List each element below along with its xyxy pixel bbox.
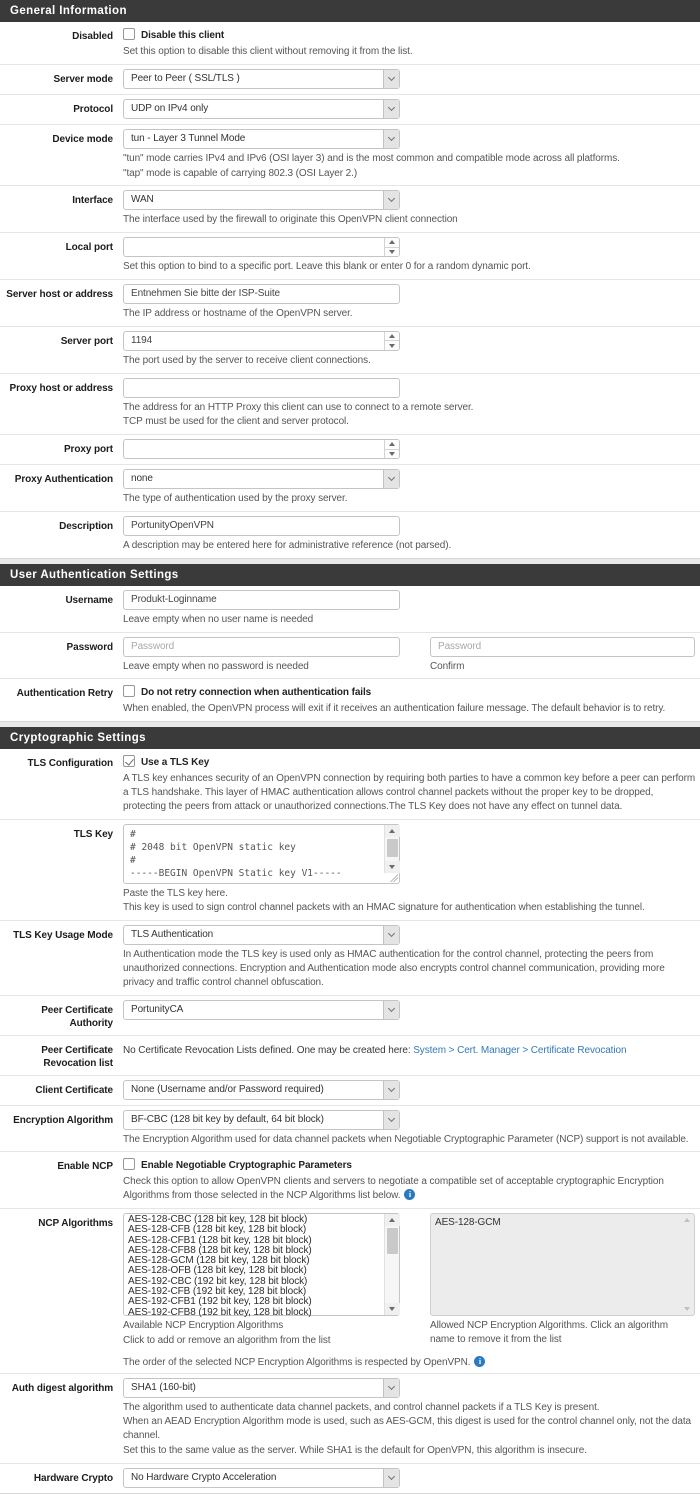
help-text: "tun" mode carries IPv4 and IPv6 (OSI layer 3) and is the most common and compatible mode across all platforms. <box>123 152 620 164</box>
help-text: Paste the TLS key here. <box>123 887 228 899</box>
number-stepper[interactable] <box>384 238 399 256</box>
row-server-mode <box>0 65 700 95</box>
local-port-input[interactable] <box>123 237 400 257</box>
help-text: A description may be entered here for administrative reference (not parsed). <box>123 539 452 551</box>
row-auth-digest-algorithm <box>0 1374 700 1464</box>
row-proxy-host <box>0 374 700 436</box>
help-text: "tap" mode is capable of carrying 802.3 (OSI Layer 2.) <box>123 167 358 179</box>
cert-manager-link[interactable]: System > Cert. Manager > Certificate Revocation <box>413 1044 627 1056</box>
row-peer-certificate-authority <box>0 996 700 1036</box>
field-label: Description <box>59 520 113 532</box>
list-item[interactable]: AES-128-CBC (128 bit key, 128 bit block) <box>128 1213 308 1225</box>
row-tls-key <box>0 820 700 922</box>
proxy-port-input[interactable] <box>123 439 400 459</box>
checkbox[interactable] <box>123 28 135 40</box>
list-item[interactable]: AES-128-GCM <box>435 1216 501 1228</box>
help-text: Available NCP Encryption Algorithms <box>123 1319 284 1331</box>
disable-client-checkbox-row[interactable] <box>123 26 696 42</box>
chevron-down-icon <box>383 1379 399 1397</box>
field-label: Auth digest algorithm <box>11 1382 113 1394</box>
row-server-host <box>0 280 700 327</box>
scrollbar[interactable] <box>679 1214 694 1315</box>
chevron-down-icon <box>383 1001 399 1019</box>
panel-header <box>0 0 700 22</box>
panel-general-information <box>0 0 700 559</box>
help-text: The address for an HTTP Proxy this client can use to connect to a remote server. <box>123 401 474 413</box>
scroll-up-icon[interactable] <box>385 825 400 837</box>
select-value: Peer to Peer ( SSL/TLS ) <box>131 72 240 84</box>
help-text: Set this option to bind to a specific port. Leave this blank or enter 0 for a random dynamic port. <box>123 261 531 273</box>
field-label: Server mode <box>53 73 113 85</box>
username-input[interactable] <box>123 590 400 610</box>
scrollbar-thumb[interactable] <box>387 1228 398 1254</box>
chevron-down-icon <box>383 1469 399 1487</box>
checkbox[interactable] <box>123 1158 135 1170</box>
row-device-mode <box>0 125 700 187</box>
field-label: Proxy host or address <box>9 382 113 394</box>
help-text: Leave empty when no user name is needed <box>123 613 314 625</box>
field-label: Username <box>65 594 113 606</box>
help-text: Allowed NCP Encryption Algorithms. Click an algorithm name to remove it from the list <box>430 1319 668 1345</box>
help-text: Set this option to disable this client without removing it from the list. <box>123 46 413 57</box>
help-text: When enabled, the OpenVPN process will exit if it receives an authentication failure message. The default behavior is to retry. <box>123 703 666 715</box>
list-item[interactable]: AES-192-CFB8 (192 bit key, 128 bit block) <box>128 1306 312 1318</box>
field-label: Disabled <box>72 31 113 42</box>
interface-select[interactable] <box>123 190 400 210</box>
checkbox-label: Do not retry connection when authentication fails <box>141 687 372 699</box>
select-value: TLS Authentication <box>131 929 214 941</box>
select-value: WAN <box>131 194 154 206</box>
auth-retry-checkbox-row[interactable] <box>123 683 696 699</box>
number-stepper[interactable] <box>384 440 399 458</box>
resize-grip-icon[interactable] <box>389 873 398 882</box>
field-label: Peer Certificate Authority <box>41 1004 113 1029</box>
help-text: A TLS key enhances security of an OpenVPN connection by requiring both parties to have a common key before a peer can perform a TLS handshake. This layer of HMAC authentication allows control channel packets without the proper key to be dropped, protecting the peers from attack or unauthorized connections.The TLS Key does not have any effect on tunnel data. <box>123 773 696 812</box>
panel-header <box>0 564 700 586</box>
server-port-input[interactable] <box>123 331 400 351</box>
chevron-down-icon <box>383 70 399 88</box>
panel-title: General Information <box>10 5 127 17</box>
tls-key-textarea[interactable] <box>124 825 399 883</box>
scroll-down-icon[interactable] <box>385 861 400 873</box>
field-label: TLS Key Usage Mode <box>13 930 113 942</box>
row-local-port <box>0 233 700 280</box>
server-host-input[interactable] <box>123 284 400 304</box>
help-text: The type of authentication used by the proxy server. <box>123 493 348 505</box>
row-client-certificate <box>0 1076 700 1106</box>
stepper-up-icon[interactable] <box>385 332 399 342</box>
encryption-algorithm-select[interactable] <box>123 1110 400 1130</box>
panel-cryptographic-settings <box>0 727 700 1494</box>
select-value: PortunityCA <box>131 1003 184 1015</box>
scrollbar-thumb[interactable] <box>387 839 398 857</box>
device-mode-select[interactable] <box>123 129 400 149</box>
row-server-port <box>0 327 700 374</box>
confirm-label: Confirm <box>430 660 465 672</box>
select-value: none <box>131 473 153 485</box>
proxy-authentication-select[interactable] <box>123 469 400 489</box>
row-disabled <box>0 22 700 65</box>
password-confirm-input[interactable] <box>430 637 695 657</box>
field-label: Server port <box>60 335 113 347</box>
field-label: Password <box>66 641 113 653</box>
row-password <box>0 633 700 680</box>
row-proxy-port <box>0 435 700 465</box>
field-label: Enable NCP <box>57 1161 113 1173</box>
field-label: Local port <box>65 242 113 254</box>
list-item[interactable]: AES-192-CFB1 (192 bit key, 128 bit block) <box>128 1296 312 1308</box>
hardware-crypto-select[interactable] <box>123 1468 400 1488</box>
row-tls-configuration <box>0 749 700 819</box>
scroll-up-icon[interactable] <box>385 1214 400 1226</box>
peer-certificate-authority-select[interactable] <box>123 1000 400 1020</box>
field-label: Interface <box>72 195 113 207</box>
crl-status-text: No Certificate Revocation Lists defined. One may be created here: System > Cert. Manager > Certificate Revocation <box>123 1044 627 1056</box>
row-tls-key-usage-mode <box>0 921 700 995</box>
field-label: Proxy Authentication <box>14 474 113 486</box>
field-label: Hardware Crypto <box>33 1472 113 1484</box>
help-text: The interface used by the firewall to originate this OpenVPN client connection <box>123 214 458 226</box>
select-value: SHA1 (160-bit) <box>131 1381 196 1393</box>
chevron-down-icon <box>383 470 399 488</box>
field-label: Proxy port <box>63 444 113 456</box>
help-text: The IP address or hostname of the OpenVPN server. <box>123 307 353 319</box>
info-icon <box>474 1356 485 1367</box>
help-text: When an AEAD Encryption Algorithm mode is used, such as AES-GCM, this digest is used for the control channel only, not the data channel. <box>123 1416 691 1442</box>
checkbox-label: Disable this client <box>141 30 225 41</box>
row-hardware-crypto <box>0 1464 700 1493</box>
use-tls-key-checkbox-row[interactable] <box>123 753 696 769</box>
ncp-order-note: The order of the selected NCP Encryption Algorithms is respected by OpenVPN.i <box>123 1356 696 1368</box>
row-protocol <box>0 95 700 125</box>
proxy-host-input[interactable] <box>123 378 400 398</box>
password-input[interactable] <box>123 637 400 657</box>
scroll-up-icon[interactable] <box>679 1214 694 1226</box>
row-description <box>0 512 700 558</box>
chevron-down-icon <box>383 191 399 209</box>
row-username <box>0 586 700 633</box>
server-mode-select[interactable] <box>123 69 400 89</box>
row-peer-certificate-revocation <box>0 1036 700 1076</box>
stepper-down-icon[interactable] <box>385 248 399 257</box>
panel-header <box>0 727 700 749</box>
auth-digest-algorithm-select[interactable] <box>123 1378 400 1398</box>
row-encryption-algorithm <box>0 1106 700 1153</box>
chevron-down-icon <box>383 1081 399 1099</box>
help-text: In Authentication mode the TLS key is used only as HMAC authentication for the control channel, protecting the peers from unauthorized connections. Encryption and Authentication mode also encrypts control channel communication, providing more privacy and traffic control channel obfuscation. <box>123 949 665 988</box>
panel-title: Cryptographic Settings <box>10 732 146 745</box>
select-value: None (Username and/or Password required) <box>131 1083 324 1095</box>
stepper-down-icon[interactable] <box>385 341 399 350</box>
chevron-down-icon <box>383 100 399 118</box>
protocol-select[interactable] <box>123 99 400 119</box>
chevron-down-icon <box>383 130 399 148</box>
ncp-available-list[interactable] <box>123 1213 400 1316</box>
stepper-up-icon[interactable] <box>385 440 399 450</box>
help-text: Click to add or remove an algorithm from the list <box>123 1334 331 1346</box>
panel-title: User Authentication Settings <box>10 568 179 581</box>
scrollbar[interactable] <box>384 825 399 873</box>
field-label: Client Certificate <box>35 1084 113 1096</box>
stepper-up-icon[interactable] <box>385 238 399 248</box>
number-stepper[interactable] <box>384 332 399 350</box>
field-label: TLS Configuration <box>27 758 113 770</box>
field-label: TLS Key <box>73 828 113 840</box>
help-text: Set this to the same value as the server. While SHA1 is the default for OpenVPN, this algorithm is insecure. <box>123 1444 587 1456</box>
chevron-down-icon <box>383 1111 399 1129</box>
enable-ncp-checkbox-row[interactable] <box>123 1156 696 1172</box>
list-item[interactable]: AES-128-GCM (128 bit key, 128 bit block) <box>128 1255 310 1267</box>
field-label: Device mode <box>52 133 113 145</box>
row-proxy-authentication <box>0 465 700 512</box>
list-item[interactable]: AES-128-CFB8 (128 bit key, 128 bit block) <box>128 1244 312 1256</box>
field-label: NCP Algorithms <box>38 1217 113 1229</box>
checkbox-checked[interactable] <box>123 755 135 767</box>
field-label: Server host or address <box>6 288 113 300</box>
chevron-down-icon <box>383 926 399 944</box>
tls-key-usage-mode-select[interactable] <box>123 925 400 945</box>
row-enable-ncp <box>0 1152 700 1209</box>
select-value: UDP on IPv4 only <box>131 102 209 114</box>
row-authentication-retry <box>0 679 700 721</box>
field-label: Authentication Retry <box>16 688 113 700</box>
list-item[interactable]: AES-192-CFB (192 bit key, 128 bit block) <box>128 1286 307 1297</box>
help-text: This key is used to sign control channel packets with an HMAC signature for authentication when establishing the tunnel. <box>123 902 645 914</box>
help-text: TCP must be used for the client and server protocol. <box>123 416 349 428</box>
select-value: tun - Layer 3 Tunnel Mode <box>131 132 246 144</box>
help-text: The Encryption Algorithm used for data channel packets when Negotiable Cryptographic Parameter (NCP) support is not available. <box>123 1133 689 1145</box>
field-label: Peer Certificate Revocation list <box>41 1044 113 1069</box>
panel-user-authentication <box>0 564 700 722</box>
help-text: The port used by the server to receive client connections. <box>123 354 371 366</box>
checkbox-label: Enable Negotiable Cryptographic Parameters <box>141 1160 352 1172</box>
list-item[interactable]: AES-128-CFB (128 bit key, 128 bit block) <box>128 1224 307 1236</box>
list-item[interactable]: AES-128-OFB (128 bit key, 128 bit block) <box>128 1265 307 1277</box>
help-text: Check this option to allow OpenVPN clients and servers to negotiate a compatible set of acceptable cryptographic Encryption Algorithms from those selected in the NCP Algorithms list below.i <box>123 1175 696 1203</box>
info-icon <box>404 1189 415 1200</box>
help-text: The algorithm used to authenticate data channel packets, and control channel packets if a TLS Key is present. <box>123 1401 600 1413</box>
client-certificate-select[interactable] <box>123 1080 400 1100</box>
description-input[interactable] <box>123 516 400 536</box>
field-label: Protocol <box>73 103 113 115</box>
checkbox[interactable] <box>123 685 135 697</box>
scrollbar[interactable] <box>384 1214 399 1315</box>
help-text: Leave empty when no password is needed <box>123 660 309 672</box>
list-item[interactable]: AES-192-CBC (192 bit key, 128 bit block) <box>128 1275 308 1287</box>
select-value: No Hardware Crypto Acceleration <box>131 1471 277 1483</box>
stepper-down-icon[interactable] <box>385 450 399 459</box>
field-label: Encryption Algorithm <box>13 1114 113 1126</box>
row-interface <box>0 186 700 233</box>
ncp-allowed-list[interactable] <box>430 1213 695 1316</box>
select-value: BF-CBC (128 bit key by default, 64 bit block) <box>131 1113 324 1125</box>
row-ncp-algorithms <box>0 1209 700 1374</box>
scroll-down-icon[interactable] <box>385 1303 400 1315</box>
scroll-down-icon[interactable] <box>679 1303 694 1315</box>
list-item[interactable]: AES-128-CFB1 (128 bit key, 128 bit block) <box>128 1234 312 1246</box>
checkbox-label: Use a TLS Key <box>141 757 210 769</box>
